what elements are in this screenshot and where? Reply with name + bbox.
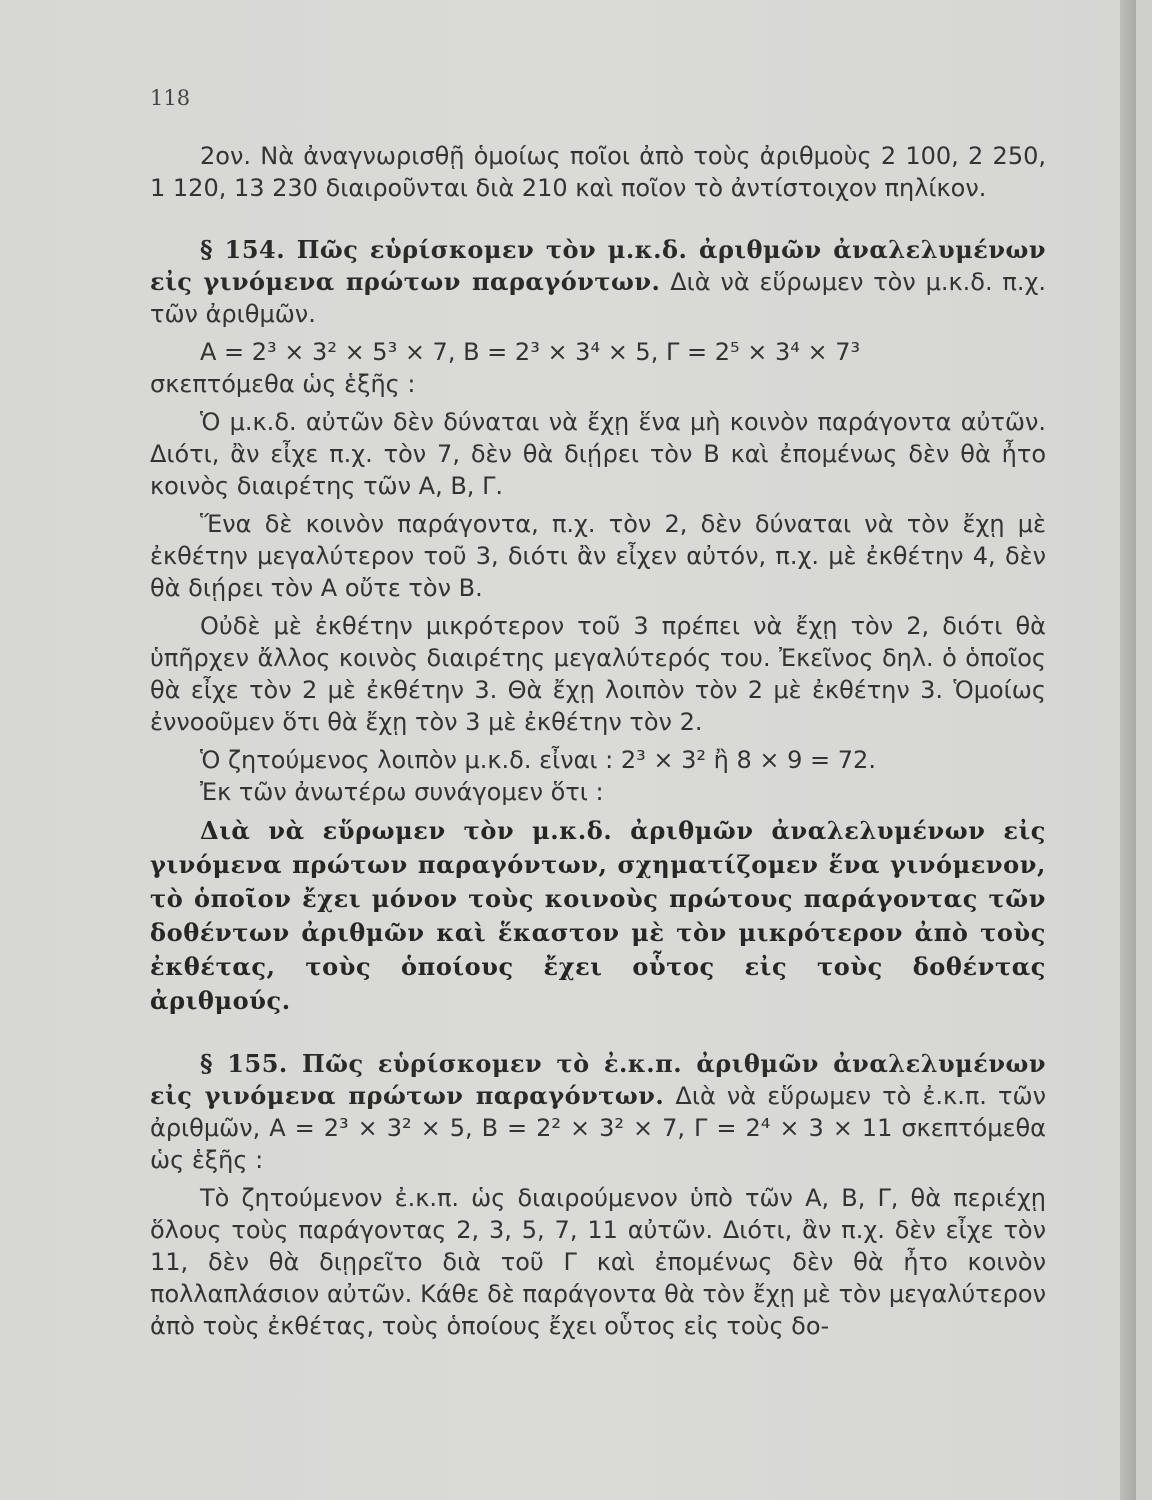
section-154-formula: A = 2³ × 3² × 5³ × 7, B = 2³ × 3⁴ × 5, Γ = 2⁵ × 3⁴ × 7³ — [200, 338, 861, 366]
section-155-intro: Διὰ νὰ εὕρωμεν τὸ ἐ.κ.π. τῶν ἀριθμῶν — [150, 1082, 1046, 1142]
section-154-think: σκεπτόμεθα ὡς ἑξῆς : — [150, 370, 416, 398]
section-155-heading: § 155. Πῶς εὑρίσκομεν τὸ ἐ.κ.π. ἀριθμῶν ἀναλελυμένων εἰς γινόμενα πρώτων παραγόντων. — [150, 1049, 1046, 1110]
page-edge-shadow — [1120, 0, 1136, 1500]
section-154 — [150, 234, 1046, 330]
page-number: 118 — [150, 86, 191, 110]
section-154-rule: Διὰ νὰ εὕρωμεν τὸν μ.κ.δ. ἀριθμῶν ἀναλελυμένων εἰς γινόμενα πρώτων παραγόντων, σχηματίζομεν ἕνα γινόμενον, τὸ ὁποῖον ἔχει μόνον τοὺς κοινοὺς πρώτους παράγοντας τῶν δοθέντων ἀριθμῶν καὶ ἕκαστον μὲ τὸν μικρότερον ἀπὸ τοὺς ἐκθέτας, τοὺς ὁποίους ἔχει οὗτος εἰς τοὺς δοθέντας ἀριθμούς. — [150, 816, 1046, 1015]
section-154-heading: § 154. Πῶς εὑρίσκομεν τὸν μ.κ.δ. ἀριθμῶν ἀναλελυμένων εἰς γινόμενα πρώτων παραγόντων. — [150, 235, 1046, 296]
section-155-formula: , A = 2³ × 3² × 5, B = 2² × 3² × 7, Γ = 2⁴ × 3 × 11 — [252, 1114, 893, 1142]
page-content — [150, 140, 1046, 1342]
section-154-paragraph-1: Ὁ μ.κ.δ. αὐτῶν δὲν δύναται νὰ ἔχῃ ἕνα μὴ κοινὸν παράγοντα αὐτῶν. Διότι, ἂν εἶχε π.χ. τὸν 7, δὲν θὰ διῄρει τὸν B καὶ ἐπομένως δὲν θὰ ἦτο κοινὸς διαιρέτης τῶν A, B, Γ. — [150, 408, 1046, 500]
section-154-conclusion-intro: Ἐκ τῶν ἀνωτέρω συνάγομεν ὅτι : — [200, 778, 604, 806]
section-154-result: Ὁ ζητούμενος λοιπὸν μ.κ.δ. εἶναι : 2³ × 3² ἢ 8 × 9 = 72. — [200, 746, 876, 774]
section-154-paragraph-3: Οὐδὲ μὲ ἐκθέτην μικρότερον τοῦ 3 πρέπει νὰ ἔχῃ τὸν 2, διότι θὰ ὑπῆρχεν ἄλλος κοινὸς διαιρέτης μεγαλύτερός του. Ἐκεῖνος δηλ. ὁ ὁποῖος θὰ εἶχε τὸν 2 μὲ ἐκθέτην 3. Θὰ ἔχῃ λοιπὸν τὸν 2 μὲ ἐκθέτην 3. Ὁμοίως ἐννοοῦμεν ὅτι θὰ ἔχῃ τὸν 3 μὲ ἐκθέτην τὸν 2. — [150, 612, 1046, 736]
section-155 — [150, 1048, 1046, 1176]
exercise-2: 2ον. Νὰ ἀναγνωρισθῇ ὁμοίως ποῖοι ἀπὸ τοὺς ἀριθμοὺς 2 100, 2 250, 1 120, 13 230 διαιροῦνται διὰ 210 καὶ ποῖον τὸ ἀντίστοιχον πηλίκον. — [150, 142, 1046, 202]
section-154-intro: Διὰ νὰ εὕρωμεν τὸν μ.κ.δ. π.χ. τῶν ἀριθμῶν. — [150, 268, 1046, 328]
section-155-paragraph-1: Τὸ ζητούμενον ἐ.κ.π. ὡς διαιρούμενον ὑπὸ τῶν A, B, Γ, θὰ περιέχῃ ὅλους τοὺς παράγοντας 2, 3, 5, 7, 11 αὐτῶν. Διότι, ἂν π.χ. δὲν εἶχε τὸν 11, δὲν θὰ διῃρεῖτο διὰ τοῦ Γ καὶ ἐπομένως δὲν θὰ ἦτο κοινὸν πολλαπλάσιον αὐτῶν. Κάθε δὲ παράγοντα θὰ τὸν ἔχῃ μὲ τὸν μεγαλύτερον ἀπὸ τοὺς ἐκθέτας, τοὺς ὁποίους ἔχει οὗτος εἰς τοὺς δο- — [150, 1184, 1046, 1340]
section-154-paragraph-2: Ἕνα δὲ κοινὸν παράγοντα, π.χ. τὸν 2, δὲν δύναται νὰ τὸν ἔχῃ μὲ ἐκθέτην μεγαλύτερον τοῦ 3, διότι ἂν εἶχεν αὐτόν, π.χ. μὲ ἐκθέτην 4, δὲν θὰ διῄρει τὸν A οὔτε τὸν B. — [150, 510, 1046, 602]
section-155-think: σκεπτόμεθα ὡς ἑξῆς : — [150, 1114, 1046, 1174]
